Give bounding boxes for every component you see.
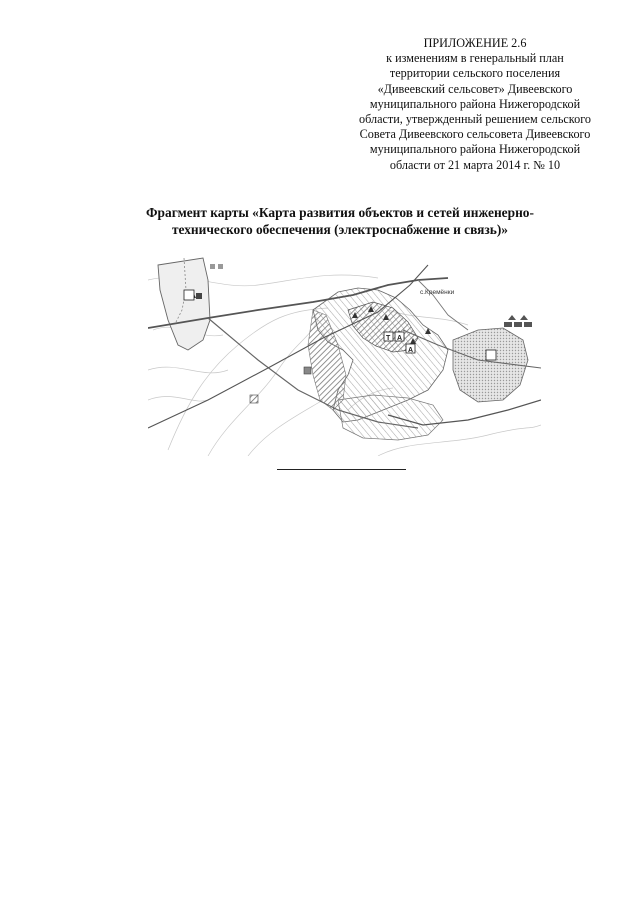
appendix-line: Совета Дивеевского сельсовета Дивеевского — [359, 127, 591, 142]
map-fragment — [148, 250, 541, 456]
appendix-header — [330, 36, 620, 173]
map-title-line-1: Фрагмент карты «Карта развития объектов и сетей инженерно- — [146, 205, 534, 220]
village-label: с.Кремёнки — [420, 289, 455, 296]
grid-markers — [210, 264, 223, 269]
end-rule — [277, 469, 406, 470]
appendix-line: области от 21 марта 2014 г. № 10 — [389, 157, 561, 172]
appendix-line: к изменениям в генеральный план — [386, 51, 564, 66]
settlement-zone-south — [338, 395, 443, 440]
substation-marker — [250, 395, 258, 403]
appendix-line: «Дивеевский сельсовет» Дивеевского — [377, 81, 573, 96]
svg-text:T: T — [386, 335, 391, 342]
appendix-line: территории сельского поселения — [389, 66, 561, 81]
map-title-line-2: технического обеспечения (электроснабжение и связь)» — [171, 222, 508, 237]
substation-marker — [304, 367, 311, 374]
appendix-line: муниципального района Нижегородской — [369, 142, 581, 157]
map-title — [100, 204, 580, 238]
appendix-line: области, утвержденный решением сельского — [359, 112, 591, 127]
map-symbol-cluster — [504, 315, 532, 327]
district-boundary-west — [158, 258, 210, 350]
svg-text:A: A — [408, 347, 414, 354]
appendix-line: муниципального района Нижегородской — [369, 96, 581, 111]
appendix-line: ПРИЛОЖЕНИЕ 2.6 — [423, 36, 527, 50]
substation-marker — [196, 293, 202, 299]
svg-text:A: A — [397, 335, 403, 342]
